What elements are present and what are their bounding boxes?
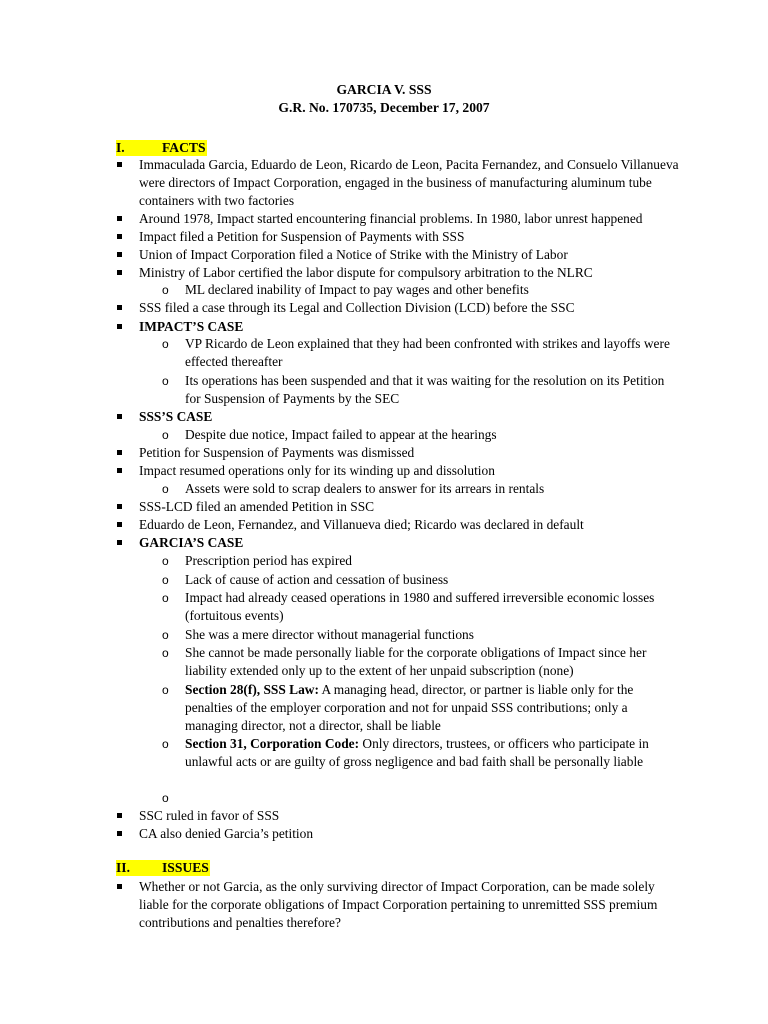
fact-item: Immaculada Garcia, Eduardo de Leon, Ricardo de Leon, Pacita Fernandez, and Consuelo Villanueva were directors of Impact Corporation, engaged in the business of manufacturing aluminum tube containers with two factories [139, 156, 679, 211]
section-heading-issues [116, 860, 210, 876]
sss-case-heading: SSS’S CASE [139, 408, 679, 426]
garcia-case-item [185, 735, 680, 771]
section-title: FACTS [162, 140, 206, 155]
impact-case-heading: IMPACT’S CASE [139, 318, 679, 336]
garcia-case-item: o Lack of cause of action and cessation of business [185, 571, 680, 589]
law-text: Only directors, trustees, or officers who participate in unlawful acts or are guilty of gross negligence and bad faith shall be personally liable [185, 736, 649, 770]
fact-item: Ministry of Labor certified the labor dispute for compulsory arbitration to the NLRC [139, 264, 679, 282]
fact-subitem: o ML declared inability of Impact to pay wages and other benefits [185, 281, 680, 299]
sss-case-item: o Despite due notice, Impact failed to appear at the hearings [185, 426, 680, 444]
fact-item: Union of Impact Corporation filed a Notice of Strike with the Ministry of Labor [139, 246, 679, 264]
garcia-case-item: o She cannot be made personally liable for the corporate obligations of Impact since her liability extended only up to the extent of her unpaid subscription (none) [185, 644, 680, 680]
garcia-case-heading: GARCIA’S CASE [139, 534, 679, 552]
fact-item: SSS filed a case through its Legal and Collection Division (LCD) before the SSC [139, 299, 679, 317]
case-title: GARCIA V. SSS [336, 82, 432, 97]
garcia-case-item: o Impact had already ceased operations in 1980 and suffered irreversible economic losses (fortuitous events) [185, 589, 680, 625]
fact-item: SSS-LCD filed an amended Petition in SSC [139, 498, 679, 516]
fact-item: CA also denied Garcia’s petition [139, 825, 679, 843]
garcia-case-item: o Prescription period has expired [185, 552, 680, 570]
fact-item: SSC ruled in favor of SSS [139, 807, 679, 825]
section-title: ISSUES [162, 860, 209, 875]
case-citation: G.R. No. 170735, December 17, 2007 [278, 100, 490, 115]
section-number: II. [116, 860, 162, 876]
section-number: I. [116, 140, 162, 156]
fact-item: Eduardo de Leon, Fernandez, and Villanueva died; Ricardo was declared in default [139, 516, 679, 534]
fact-item: Impact resumed operations only for its winding up and dissolution [139, 462, 679, 480]
fact-item: Petition for Suspension of Payments was dismissed [139, 444, 679, 462]
garcia-case-item [185, 681, 680, 736]
issue-item: Whether or not Garcia, as the only surviving director of Impact Corporation, can be made solely liable for the corporate obligations of Impact Corporation pertaining to unremitted SSS premium contributions and penalties therefore? [139, 878, 679, 933]
law-text: A managing head, director, or partner is liable only for the penalties of the employer corporation and not for unpaid SSS contributions; only a managing director, not a director, shall be liable [185, 682, 634, 734]
fact-item: Around 1978, Impact started encountering financial problems. In 1980, labor unrest happened [139, 210, 679, 228]
impact-case-item: o VP Ricardo de Leon explained that they had been confronted with strikes and layoffs were effected thereafter [185, 335, 680, 371]
garcia-case-item: o She was a mere director without managerial functions [185, 626, 680, 644]
section-heading-facts [116, 140, 207, 156]
impact-case-item: o Its operations has been suspended and that it was waiting for the resolution on its Petition for Suspension of Payments by the SEC [185, 372, 680, 408]
law-citation: Section 28(f), SSS Law: [185, 682, 319, 697]
fact-item: Impact filed a Petition for Suspension of Payments with SSS [139, 228, 679, 246]
empty-subitem [185, 789, 680, 807]
law-citation: Section 31, Corporation Code: [185, 736, 360, 751]
fact-subitem: o Assets were sold to scrap dealers to answer for its arrears in rentals [185, 480, 680, 498]
